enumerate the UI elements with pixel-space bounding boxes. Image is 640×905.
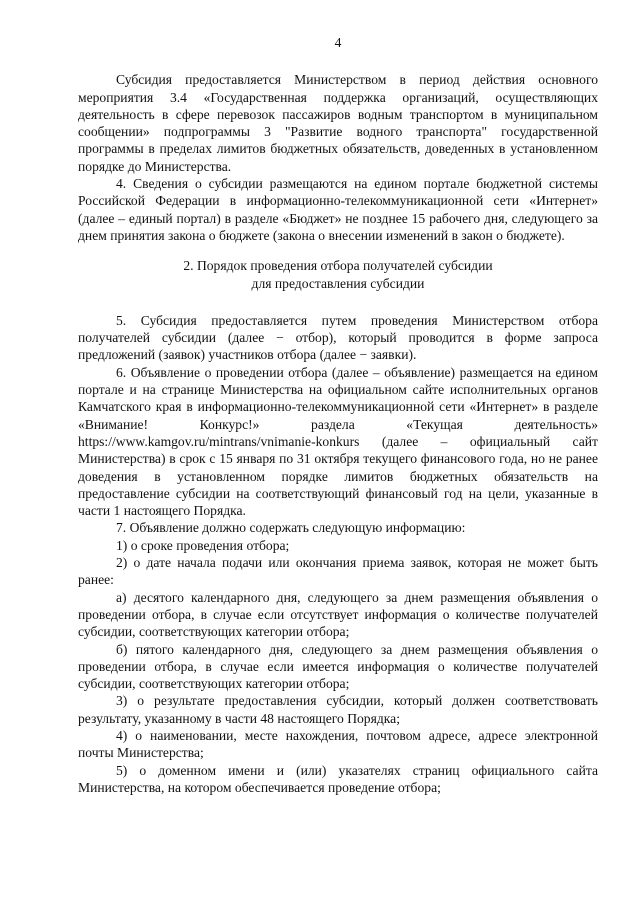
document-page [78, 34, 598, 796]
page-number: 4 [334, 35, 342, 50]
list-item-2: 2) о дате начала подачи или окончания приема заявок, которая не может быть ранее: [78, 555, 598, 588]
list-item-2b: б) пятого календарного дня, следующего за днем размещения объявления о проведении отбора, в случае если имеется информация о количестве получателей субсидии, соответствующих категории отбора; [78, 641, 598, 692]
section-heading [78, 257, 598, 292]
paragraph-6: 6. Объявление о проведении отбора (далее – объявление) размещается на едином портале и на странице Министерства на официальном сайте исполнительных органов Камчатского края в информационно-телекоммуникационной сети «Интернет» в разделе «Внимание! Конкурс!» раздела «Текущая деятельность» https://www.kamgov.ru/mintrans/vnimanie-konkurs (далее – официальный сайт Министерства) в срок с 15 января по 31 октября текущего финансового года, но не ранее доведения в установленном порядке лимитов бюджетных обязательств на предоставление субсидии на соответствующий финансовый год на цели, указанные в части 1 настоящего Порядка. [78, 364, 598, 519]
list-item-5: 5) о доменном имени и (или) указателях страниц официального сайта Министерства, на котором обеспечивается проведение отбора; [78, 762, 598, 795]
list-item-4: 4) о наименовании, месте нахождения, почтовом адресе, адресе электронной почты Министерства; [78, 727, 598, 761]
list-item-3: 3) о результате предоставления субсидии, который должен соответствовать результату, указанному в части 48 настоящего Порядка; [78, 693, 598, 726]
paragraph-4: 4. Сведения о субсидии размещаются на едином портале бюджетной системы Российской Федерации в информационно-телекоммуникационной сети «Интернет» (далее – единый портал) в разделе «Бюджет» не позднее 15 рабочего дня, следующего за днем принятия закона о бюджете (закона о внесении изменений в закон о бюджете). [78, 176, 598, 243]
section-heading-line-2: для предоставления субсидии [251, 275, 425, 291]
paragraph-7: 7. Объявление должно содержать следующую информацию: [116, 520, 466, 536]
list-item-1: 1) о сроке проведения отбора; [116, 537, 290, 553]
section-heading-line-1: 2. Порядок проведения отбора получателей субсидии [183, 258, 493, 274]
paragraph-5: 5. Субсидия предоставляется путем проведения Министерством отбора получателей субсидии (далее − отбор), который проводится в форме запроса предложений (заявок) участников отбора (далее − заявки). [78, 312, 598, 363]
list-item-2a: а) десятого календарного дня, следующего за днем размещения объявления о проведении отбора, в случае если отсутствует информация о количестве получателей субсидии, соответствующих категории отбора; [78, 589, 598, 640]
paragraph-subsidy-period: Субсидия предоставляется Министерством в период действия основного мероприятия 3.4 «Государственная поддержка организаций, осуществляющих деятельность в сфере перевозок пассажиров водным транспортом в муниципальном сообщении» подпрограммы 3 "Развитие водного транспорта" государственной программы в пределах лимитов бюджетных обязательств, доведенных в установленном порядке до Министерства. [78, 72, 598, 174]
